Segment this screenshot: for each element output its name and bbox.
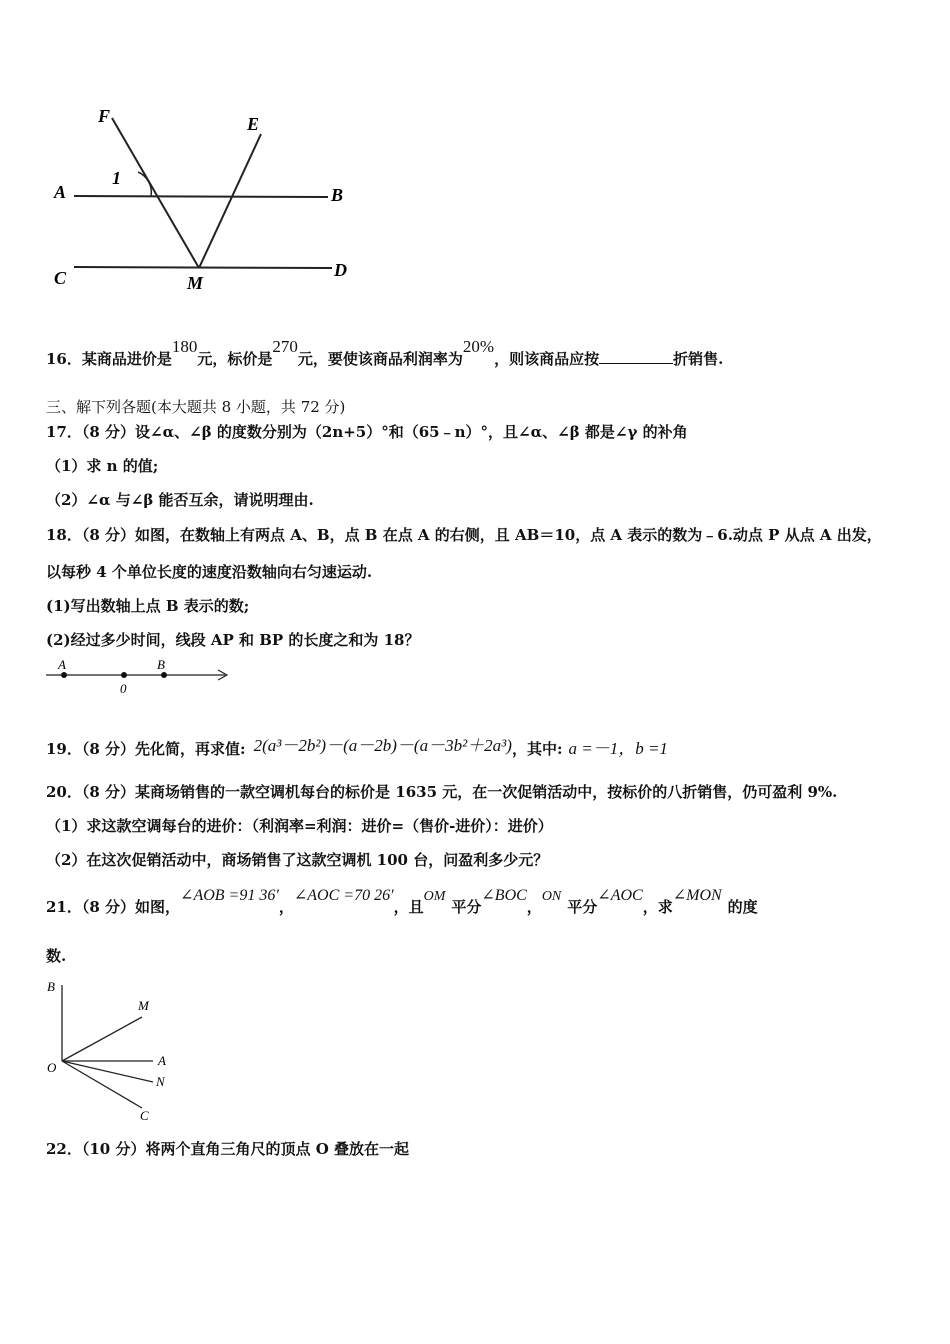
point-b-label: B [157,657,165,672]
label-b: B [47,979,55,994]
profit-rate-value: 20% [462,337,495,356]
expression: 2(a³－2b²)－(a－2b)－(a－3b²＋2a³) [253,736,512,755]
section-3-heading: 三、解下列各题(本大题共 8 小题，共 72 分) [46,398,346,416]
question-18-stem-1: 18．（8 分）如图，在数轴上有两点 A、B，点 B 在点 A 的右侧，且 AB＝10，点 A 表示的数为﹣6.动点 P 从点 A 出发， [46,526,882,544]
label-c: C [140,1108,149,1123]
question-21-tail: 数. [46,947,67,965]
answer-blank [599,349,673,364]
label-f: F [98,106,111,126]
angle-1-arc [138,172,151,196]
origin-dot [121,672,127,678]
question-16: 16．某商品进价是180元，标价是270元，要使该商品利润率为20%，则该商品应按 折销售. [46,337,724,368]
label-c: C [54,268,67,288]
ray-on: ON [541,889,562,904]
angle-aoc-value: ∠AOC =70 26′ [293,887,394,904]
question-18-stem-2: 以每秒 4 个单位长度的速度沿数轴向右匀速运动. [46,563,373,581]
ray-oc [62,1061,142,1108]
origin-label: 0 [120,681,127,696]
label-e: E [247,114,260,134]
label-1: 1 [112,168,121,188]
line-cd [74,267,332,268]
question-17-part-2: （2）∠α 与∠β 能否互余，请说明理由. [46,491,314,509]
parallel-lines-figure [40,100,370,300]
line-fm [112,118,199,268]
label-o: O [47,1060,57,1075]
list-price-value: 270 [272,337,298,356]
question-20-part-1: （1）求这款空调每台的进价：（利润率=利润：进价=（售价-进价）：进价） [46,817,553,835]
ray-on-line [62,1061,153,1082]
question-17-part-1: （1）求 n 的值; [46,457,159,475]
question-20-stem: 20．（8 分）某商场销售的一款空调机每台的标价是 1635 元，在一次促销活动中，按标价的八折销售，仍可盈利 9%. [46,783,838,801]
label-a: A [54,182,67,202]
question-18-part-1: (1)写出数轴上点 B 表示的数; [46,597,250,615]
label-m: M [187,273,204,293]
question-21: 21．（8 分）如图，∠AOB =91 36′，∠AOC =70 26′，且OM平分∠BOC，ON平分∠AOC，求∠MON的度 [46,887,758,916]
point-a-label: A [58,657,66,672]
point-a-dot [61,672,67,678]
label-d: D [334,260,347,280]
angle-boc: ∠BOC [481,887,527,904]
label-m: M [138,998,149,1013]
number-line-figure [40,655,240,699]
point-b-dot [161,672,167,678]
angle-aob: ∠AOB =91 36′ [180,887,279,904]
label-b: B [331,185,344,205]
question-22-stem: 22．（10 分）将两个直角三角尺的顶点 O 叠放在一起 [46,1140,409,1158]
question-19: 19．（8 分）先化简，再求值: 2(a³－2b²)－(a－2b)－(a－3b²＋2a³)，其中: a =－1，b =1 [46,736,668,758]
ray-om: OM [423,889,446,904]
question-17-stem: 17．（8 分）设∠α、∠β 的度数分别为（2n+5）°和（65﹣n）°，且∠α、∠β 都是∠γ 的补角 [46,423,688,441]
cost-price-value: 180 [171,337,198,356]
line-em [199,134,261,268]
angle-rays-figure [40,975,190,1130]
line-ab [74,196,328,197]
label-a: A [158,1053,166,1068]
question-18-part-2: (2)经过多少时间，线段 AP 和 BP 的长度之和为 18？ [46,631,420,649]
question-20-part-2: （2）在这次促销活动中，商场销售了这款空调机 100 台，问盈利多少元？ [46,851,549,869]
condition: a =－1，b =1 [568,739,668,758]
angle-aoc: ∠AOC [597,887,643,904]
angle-mon: ∠MON [672,887,722,904]
ray-om-line [62,1017,142,1061]
label-n: N [156,1074,165,1089]
